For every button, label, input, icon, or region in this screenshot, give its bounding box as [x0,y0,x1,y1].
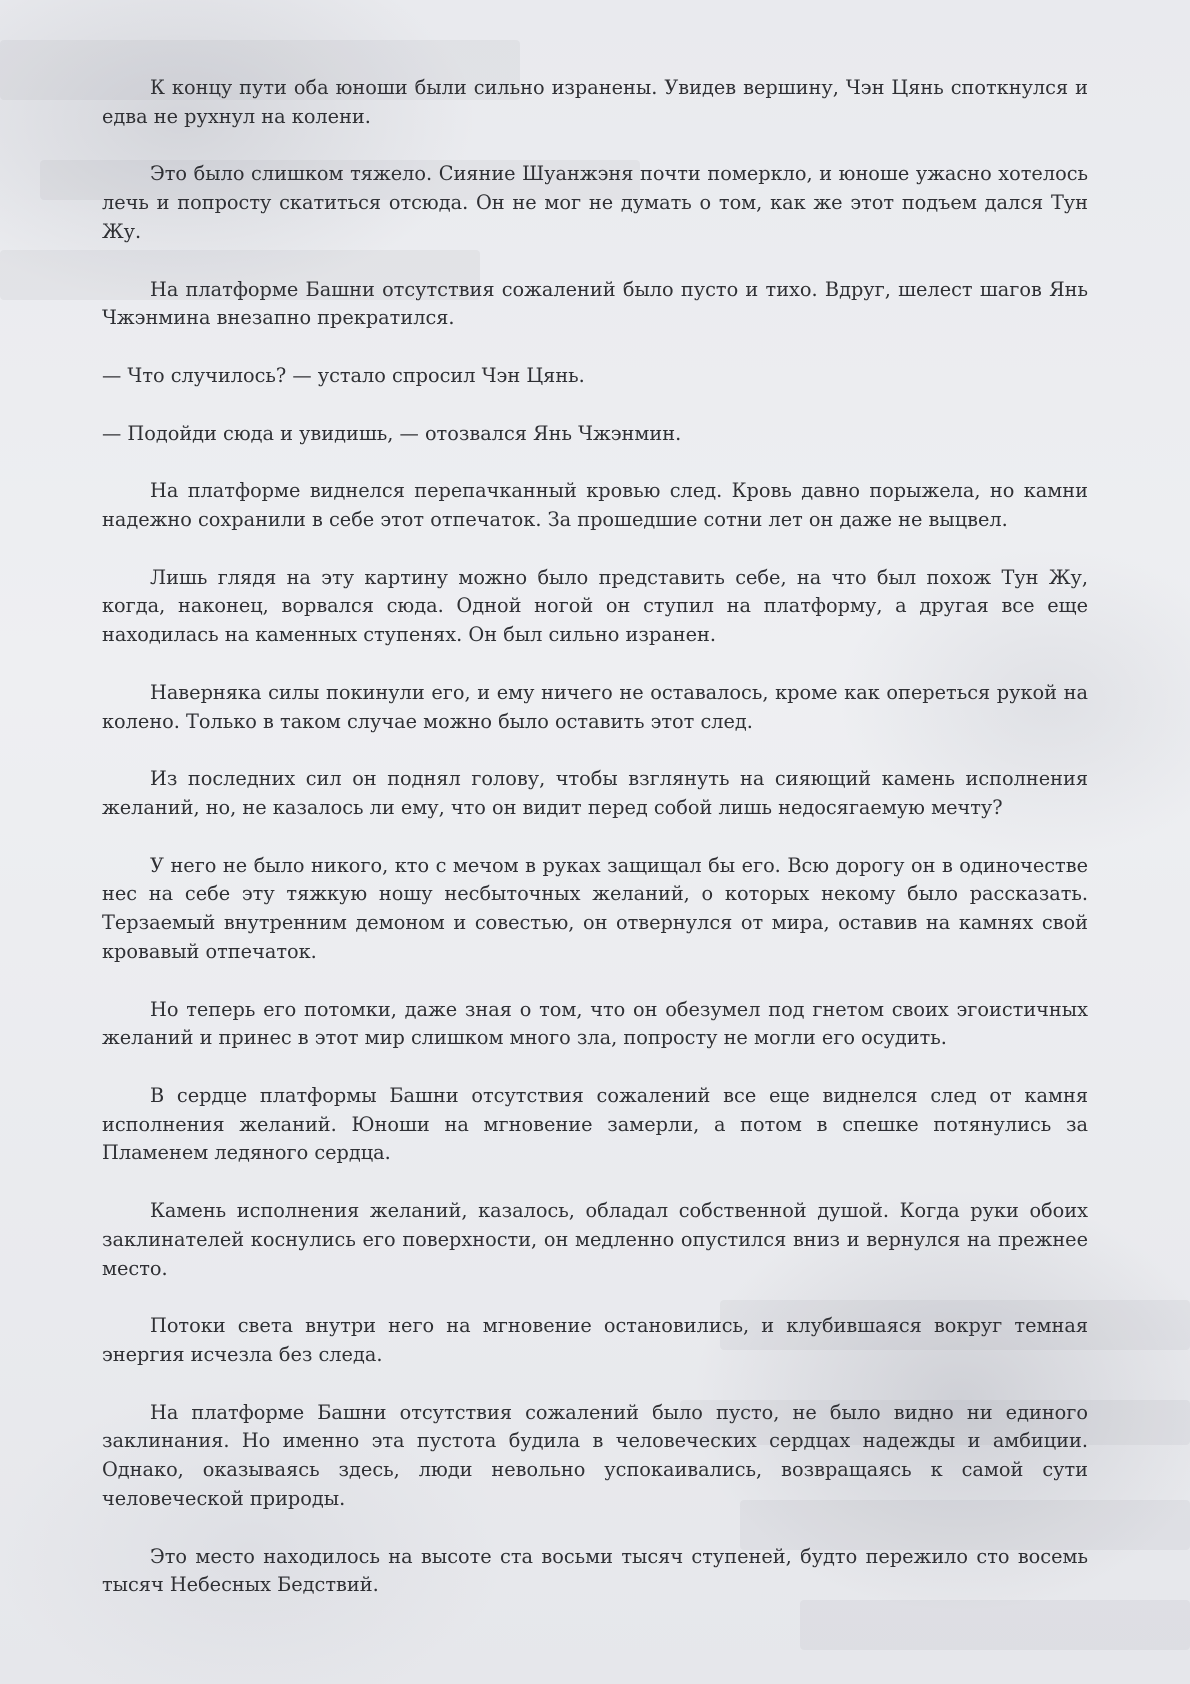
paragraph: У него не было никого, кто с мечом в руках защищал бы его. Всю дорогу он в одиночестве нес на себе эту тяжкую ношу несбыточных желаний, о которых некому было рассказать. Терзаемый внутренним демоном и совестью, он отвернулся от мира, оставив на камнях свой кровавый отпечаток. [102,853,1088,963]
paragraph: Потоки света внутри него на мгновение остановились, и клубившаяся вокруг темная энергия исчезла без следа. [102,1314,1088,1367]
paragraph: На платформе Башни отсутствия сожалений было пусто, не было видно ни единого заклинания. Но именно эта пустота будила в человеческих сердцах надежды и амбиции. Однако, оказываясь здесь, люди невольно успокаивались, возвращаясь к самой сути человеческой природы. [102,1400,1088,1511]
paragraph: Из последних сил он поднял голову, чтобы взглянуть на сияющий камень исполнения желаний, но, не казалось ли ему, что он видит перед собой лишь недосягаемую мечту? [102,767,1088,819]
body-text [102,74,1088,1629]
paragraph: Камень исполнения желаний, казалось, обладал собственной душой. Когда руки обоих заклинателей коснулись его поверхности, он медленно опустился вниз и вернулся на прежнее место. [102,1199,1088,1280]
paragraph: Наверняка силы покинули его, и ему ничего не оставалось, кроме как опереться рукой на колено. Только в таком случае можно было оставить этот след. [102,680,1088,733]
paragraph: К концу пути оба юноши были сильно изранены. Увидев вершину, Чэн Цянь споткнулся и едва не рухнул на колени. [102,76,1088,128]
dialog-line: — Подойди сюда и увидишь, — отозвался Янь Чжэнмин. [102,421,682,445]
dialog-line: — Что случилось? — устало спросил Чэн Цянь. [102,363,585,387]
paragraph: На платформе виднелся перепачканный кровью след. Кровь давно порыжела, но камни надежно сохранили в себе этот отпечаток. За прошедшие сотни лет он даже не выцвел. [102,479,1088,531]
paragraph: В сердце платформы Башни отсутствия сожалений все еще виднелся след от камня исполнения желаний. Юноши на мгновение замерли, а потом в спешке потянулись за Пламенем ледяного сердца. [102,1083,1088,1165]
paragraph: Но теперь его потомки, даже зная о том, что он обезумел под гнетом своих эгоистичных желаний и принес в этот мир слишком много зла, попросту не могли его осудить. [102,997,1088,1050]
paragraph: Это место находилось на высоте ста восьми тысяч ступеней, будто пережило сто восемь тысяч Небесных Бедствий. [102,1544,1088,1597]
paragraph: Лишь глядя на эту картину можно было представить себе, на что был похож Тун Жу, когда, наконец, ворвался сюда. Одной ногой он ступил на платформу, а другая все еще находилась на каменных ступенях. Он был сильно изранен. [102,565,1088,647]
paragraph: Это было слишком тяжело. Сияние Шуанжэня почти померкло, и юноше ужасно хотелось лечь и попросту скатиться отсюда. Он не мог не думать о том, как же этот подъем дался Тун Жу. [102,162,1088,243]
paragraph: На платформе Башни отсутствия сожалений было пусто и тихо. Вдруг, шелест шагов Янь Чжэнмина внезапно прекратился. [102,277,1088,330]
